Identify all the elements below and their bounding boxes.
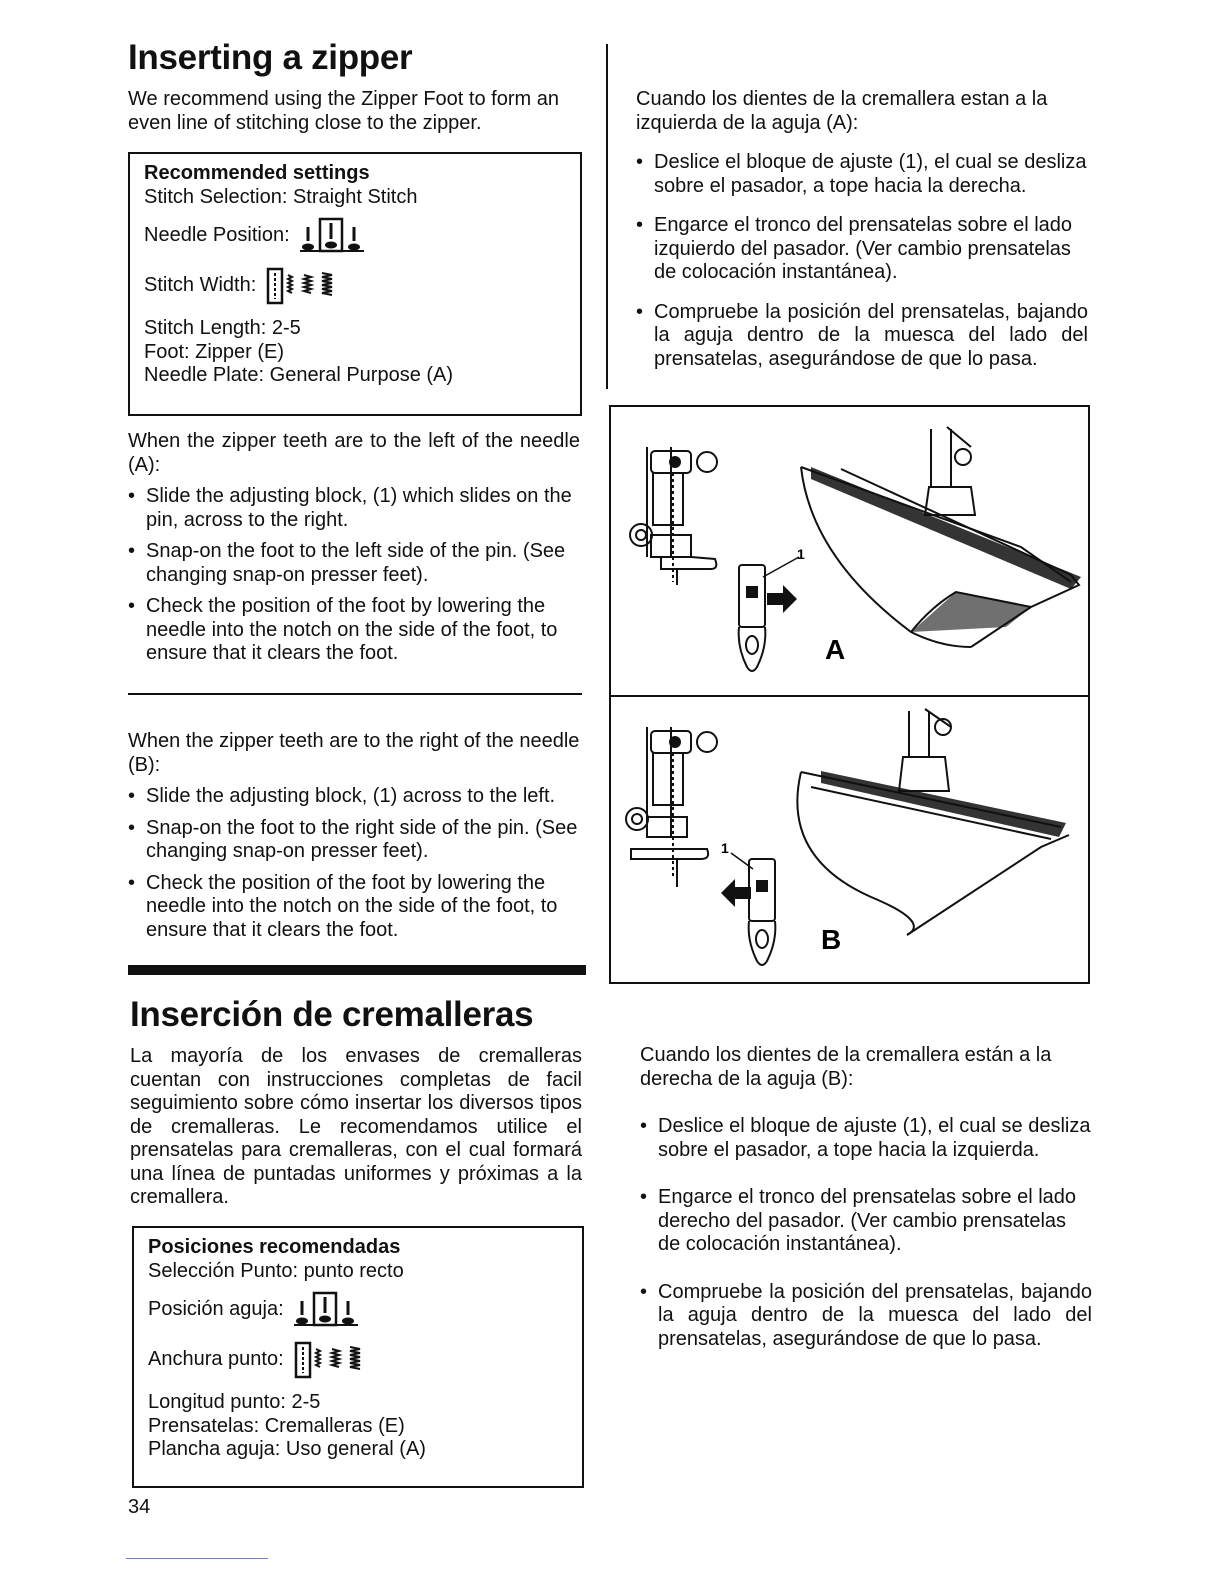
needle-position-label: Needle Position:	[144, 224, 290, 247]
recommended-settings-box	[128, 152, 582, 416]
right-teeth-section	[128, 730, 580, 942]
step-item: • Engarce el tronco del prensatelas sobre el lado izquierdo del pasador. (Ver cambio prensatelas de colocación instantánea).	[636, 214, 1088, 285]
right-teeth-intro: When the zipper teeth are to the right of the needle (B):	[128, 730, 580, 776]
es-intro-text: La mayoría de los envases de cremalleras cuentan con instrucciones completas de facil seguimiento sobre cómo insertar los diversos tipos de cremalleras. Le recomendamos utilice el prensatelas para cremalleras, con el cual formará una línea de puntadas uniformes y próximas a la cremallera.	[130, 1045, 582, 1208]
section-divider	[128, 693, 582, 695]
left-teeth-intro: When the zipper teeth are to the left of the needle (A):	[128, 430, 580, 476]
figure-a-letter: A	[825, 634, 846, 665]
figure-a-callout: 1	[797, 546, 805, 562]
footer-rule	[126, 1558, 268, 1559]
step-item: • Compruebe la posición del prensatelas, bajando la aguja dentro de la muesca del lado del prensatelas, asegurándose de que lo pasa.	[636, 301, 1088, 372]
language-separator	[128, 965, 586, 975]
needle-position-icon	[294, 1291, 358, 1329]
stitch-length: Stitch Length: 2-5	[144, 317, 301, 339]
stitch-width-label: Anchura punto:	[148, 1348, 284, 1371]
es-right-teeth-steps	[640, 1115, 1092, 1351]
es-left-teeth-intro: Cuando los dientes de la cremallera estan a la izquierda de la aguja (A):	[636, 88, 1048, 134]
stitch-selection: Selección Punto: punto recto	[148, 1259, 404, 1282]
needle-plate-setting: Plancha aguja: Uso general (A)	[148, 1438, 426, 1460]
foot-setting: Prensatelas: Cremalleras (E)	[148, 1414, 405, 1437]
settings-heading: Recommended settings	[144, 162, 370, 184]
step-item: • Deslice el bloque de ajuste (1), el cual se desliza sobre el pasador, a tope hacia la izquierda.	[640, 1115, 1092, 1162]
stitch-length: Longitud punto: 2-5	[148, 1391, 321, 1413]
arrow-left-icon	[721, 879, 751, 907]
page-title: Inserting a zipper	[128, 38, 413, 77]
step-item: • Snap-on the foot to the left side of the pin. (See changing snap-on presser feet).	[128, 540, 580, 587]
es-left-teeth-section	[636, 88, 1088, 371]
needle-plate-setting: Needle Plate: General Purpose (A)	[144, 364, 454, 386]
column-rule	[606, 44, 608, 389]
figure-box	[609, 405, 1090, 984]
es-right-teeth-intro: Cuando los dientes de la cremallera están a la derecha de la aguja (B):	[640, 1044, 1052, 1090]
es-right-teeth-section	[640, 1044, 1092, 1351]
figure-a-illustration	[611, 407, 1088, 695]
needle-position-icon	[300, 217, 364, 255]
page-number: 34	[128, 1496, 151, 1518]
stitch-width-icon	[294, 1341, 378, 1379]
es-left-teeth-steps	[636, 151, 1088, 371]
foot-setting: Foot: Zipper (E)	[144, 340, 285, 363]
needle-position-label: Posición aguja:	[148, 1298, 284, 1321]
step-item: • Slide the adjusting block, (1) across to the left.	[128, 785, 580, 809]
step-item: • Deslice el bloque de ajuste (1), el cual se desliza sobre el pasador, a tope hacia la derecha.	[636, 151, 1088, 198]
figure-b-letter: B	[821, 924, 842, 955]
figure-b-illustration	[611, 697, 1088, 982]
step-item: • Compruebe la posición del prensatelas, bajando la aguja dentro de la muesca del lado del prensatelas, asegurándose de que lo pasa.	[640, 1281, 1092, 1352]
stitch-selection: Stitch Selection: Straight Stitch	[144, 185, 418, 208]
figure-b-callout: 1	[721, 840, 729, 856]
settings-heading: Posiciones recomendadas	[148, 1236, 401, 1258]
step-item: • Check the position of the foot by lowering the needle into the notch on the side of the foot, to ensure that it clears the foot.	[128, 595, 580, 666]
stitch-width-icon	[266, 267, 350, 305]
step-item: • Check the position of the foot by lowering the needle into the notch on the side of the foot, to ensure that it clears the foot.	[128, 872, 580, 943]
step-item: • Engarce el tronco del prensatelas sobre el lado derecho del pasador. (Ver cambio prensatelas de colocación instantánea).	[640, 1186, 1092, 1257]
stitch-width-label: Stitch Width:	[144, 274, 257, 297]
arrow-right-icon	[767, 585, 797, 613]
posiciones-recomendadas-box	[132, 1226, 584, 1488]
left-teeth-steps	[128, 485, 580, 666]
step-item: • Snap-on the foot to the right side of the pin. (See changing snap-on presser feet).	[128, 817, 580, 864]
step-item: • Slide the adjusting block, (1) which slides on the pin, across to the right.	[128, 485, 580, 532]
intro-text: We recommend using the Zipper Foot to form an even line of stitching close to the zipper.	[128, 88, 559, 134]
right-teeth-steps	[128, 785, 580, 942]
left-teeth-section	[128, 430, 580, 666]
spanish-title: Inserción de cremalleras	[130, 995, 534, 1034]
